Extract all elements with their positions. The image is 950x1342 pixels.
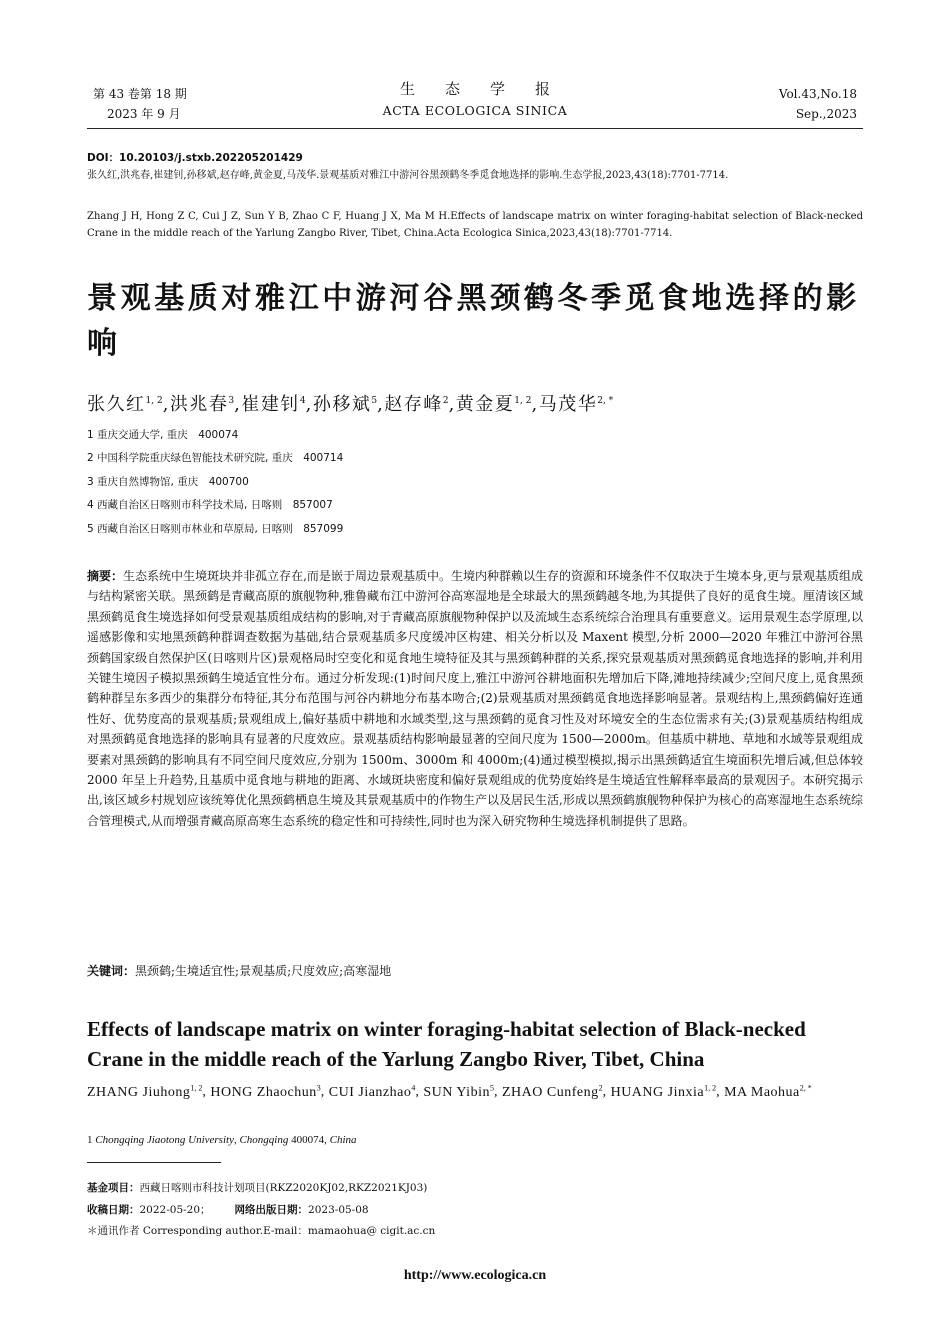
author-cn: 黄金夏$^{1, 2}$ [455,394,532,415]
affiliation: 4 西藏自治区日喀则市科学技术局, 日喀则 857007 [87,499,333,512]
author-en: ZHAO Cunfeng$^2$ [501,1083,603,1100]
keywords [87,962,391,979]
dates-note: 收稿日期：2022-05-20； 网络出版日期：2023-05-08 [87,1203,369,1216]
footnotes [87,1178,435,1243]
author-en: MA Maohua$^{2, *}$ [724,1083,812,1100]
doi[interactable]: DOI：10.20103/j.stxb.202205201429 [87,152,303,164]
author-cn: 马茂华$^{2, *}$ [538,394,614,415]
affiliation: 3 重庆自然博物馆, 重庆 400700 [87,475,249,488]
article-page [87,0,863,1342]
affiliation-en: 1 Chongqing Jiaotong University, Chongqing 400074, China [87,1134,357,1146]
keywords-text: 黑颈鹤;生境适宜性;景观基质;尺度效应;高寒湿地 [135,964,392,978]
author-en: HUANG Jinxia$^{1, 2}$ [610,1083,717,1100]
author-cn: 张久红$^{1, 2}$ [87,394,163,415]
footnote-divider [87,1162,221,1163]
author-en: SUN Yibin$^5$ [423,1083,494,1100]
author-cn: 孙移斌$^5$ [312,394,378,415]
author-en: HONG Zhaochun$^3$ [210,1083,321,1100]
title-en: Effects of landscape matrix on winter foraging-habitat selection of Black-necked Crane in the middle reach of the Yarlung Zangbo River, Tibet, China [87,1017,806,1071]
affiliation: 5 西藏自治区日喀则市林业和草原局, 日喀则 857099 [87,522,344,535]
funding-note: 基金项目：西藏日喀则市科技计划项目(RKZ2020KJ02,RKZ2021KJ03) [87,1182,428,1194]
journal-name-cn: 生态学报 [399,80,580,98]
keywords-label: 关键词： [87,964,136,978]
authors-en: ZHANG Jiuhong$^{1, 2}$, HONG Zhaochun$^3$, CUI Jianzhao$^4$, SUN Yibin$^5$, ZHAO Cunfeng$^2$, HUANG Jinxia$^{1, 2}$, MA Maohua$^{2, *}$ [87,1083,812,1100]
journal-name-en: ACTA ECOLOGICA SINICA [382,103,568,118]
volume-issue-en: Vol.43,No.18 [778,87,857,101]
title-cn: 景观基质对雅江中游河谷黑颈鹤冬季觅食地选择的影响 [87,281,860,361]
date-en: Sep.,2023 [795,107,857,121]
author-en: CUI Jianzhao$^4$ [328,1083,416,1100]
author-cn: 崔建钊$^4$ [241,394,306,415]
affiliations-cn [87,424,343,541]
header-journal [87,78,863,122]
authors-cn: 张久红$^{1, 2}$,洪兆春$^3$,崔建钊$^4$,孙移斌$^5$,赵存峰$^2$,黄金夏$^{1, 2}$,马茂华$^{2, *}$ [87,394,614,415]
volume-issue-cn: 第 43 卷第 18 期 [93,87,187,101]
footer-url[interactable]: http://www.ecologica.cn [403,1268,547,1283]
abstract-label: 摘要： [87,569,124,583]
header-right [779,84,857,124]
citation-en: Zhang J H, Hong Z C, Cui J Z, Sun Y B, Zhao C F, Huang J X, Ma M H.Effects of landscape matrix on winter foraging-habitat selection of Black-necked Crane in the middle reach of the Yarlung Zangbo River, Tibet, China.Acta Ecologica Sinica,2023,43(18):7701-7714. [87,211,863,239]
abstract [87,566,863,831]
corresponding-note: ＊通讯作者 Corresponding author.E-mail：mamaohua@ cigit.ac.cn [87,1225,436,1237]
citation-cn: 张久红,洪兆春,崔建钊,孙移斌,赵存峰,黄金夏,马茂华.景观基质对雅江中游河谷黑颈鹤冬季觅食地选择的影响.生态学报,2023,43(18):7701-7714. [87,170,729,181]
header-divider [87,128,863,129]
author-cn: 赵存峰$^2$ [384,394,449,415]
affiliation: 1 重庆交通大学, 重庆 400074 [87,429,239,441]
affiliation: 2 中国科学院重庆绿色智能技术研究院, 重庆 400714 [87,452,344,465]
author-en: ZHANG Jiuhong$^{1, 2}$ [87,1083,203,1100]
abstract-text: 生态系统中生境斑块并非孤立存在,而是嵌于周边景观基质中。生境内种群赖以生存的资源和环境条件不仅取决于生境本身,更与景观基质组成与结构紧密关联。黑颈鹤是青藏高原的旗舰物种,雅鲁藏布江中游河谷高寒湿地是全球最大的黑颈鹤越冬地,为其提供了良好的觅食生境。厘清该区域黑颈鹤觅食生境选择如何受景观基质组成结构的影响,对于青藏高原旗舰物种保护以及流域生态系统综合治理具有重要意义。运用景观生态学原理,以遥感影像和实地黑颈鹤种群调查数据为基础,结合景观基质多尺度缓冲区构建、相关分析以及 Maxent 模型,分析 2000—2020 年雅江中游河谷黑颈鹤国家级自然保护区(日喀则片区)景观格局时空变化和觅食地生境特征及其与黑颈鹤种群的关系,探究景观基质对黑颈鹤觅食地选择的影响,并利用关键生境因子模拟黑颈鹤生境适宜性分布。通过分析发现:(1)时间尺度上,雅江中游河谷耕地面积先增加后下降,滩地持续减少;空间尺度上,觅食黑颈鹤种群呈东多西少的集群分布特征,其分布范围与河谷内耕地分布基本吻合;(2)景观基质对黑颈鹤觅食地选择影响显著。景观结构上,黑颈鹤偏好连通性好、优势度高的景观基质;景观组成上,偏好基质中耕地和水域类型,这与黑颈鹤的觅食习性及对环境安全的生态位需求有关;(3)景观基质结构组成对黑颈鹤觅食地选择的影响具有显著的尺度效应。景观基质结构影响最显著的空间尺度为 1500—2000m。但基质中耕地、草地和水域等景观组成要素对黑颈鹤的影响具有不同空间尺度效应,分别为 1500m、3000m 和 4000m;(4)通过模型模拟,揭示出黑颈鹤适宜生境面积先增后减,但总体较 2000 年呈上升趋势,且基质中觅食地与耕地的距离、水域斑块密度和偏好景观组成的优势度始终是生境适宜性解释率最高的景观因子。本研究揭示出,该区域乡村规划应该统筹优化黑颈鹤栖息生境及其景观基质中的作物生产以及居民生活,形成以黑颈鹤旗舰物种保护为核心的高寒湿地生态系统综合管理模式,从而增强青藏高原高寒生态系统的稳定性和可持续性,同时也为深入研究物种生境选择机制提供了思路。 [87,569,863,828]
author-cn: 洪兆春$^3$ [169,394,235,415]
date-cn: 2023 年 9 月 [107,107,181,121]
